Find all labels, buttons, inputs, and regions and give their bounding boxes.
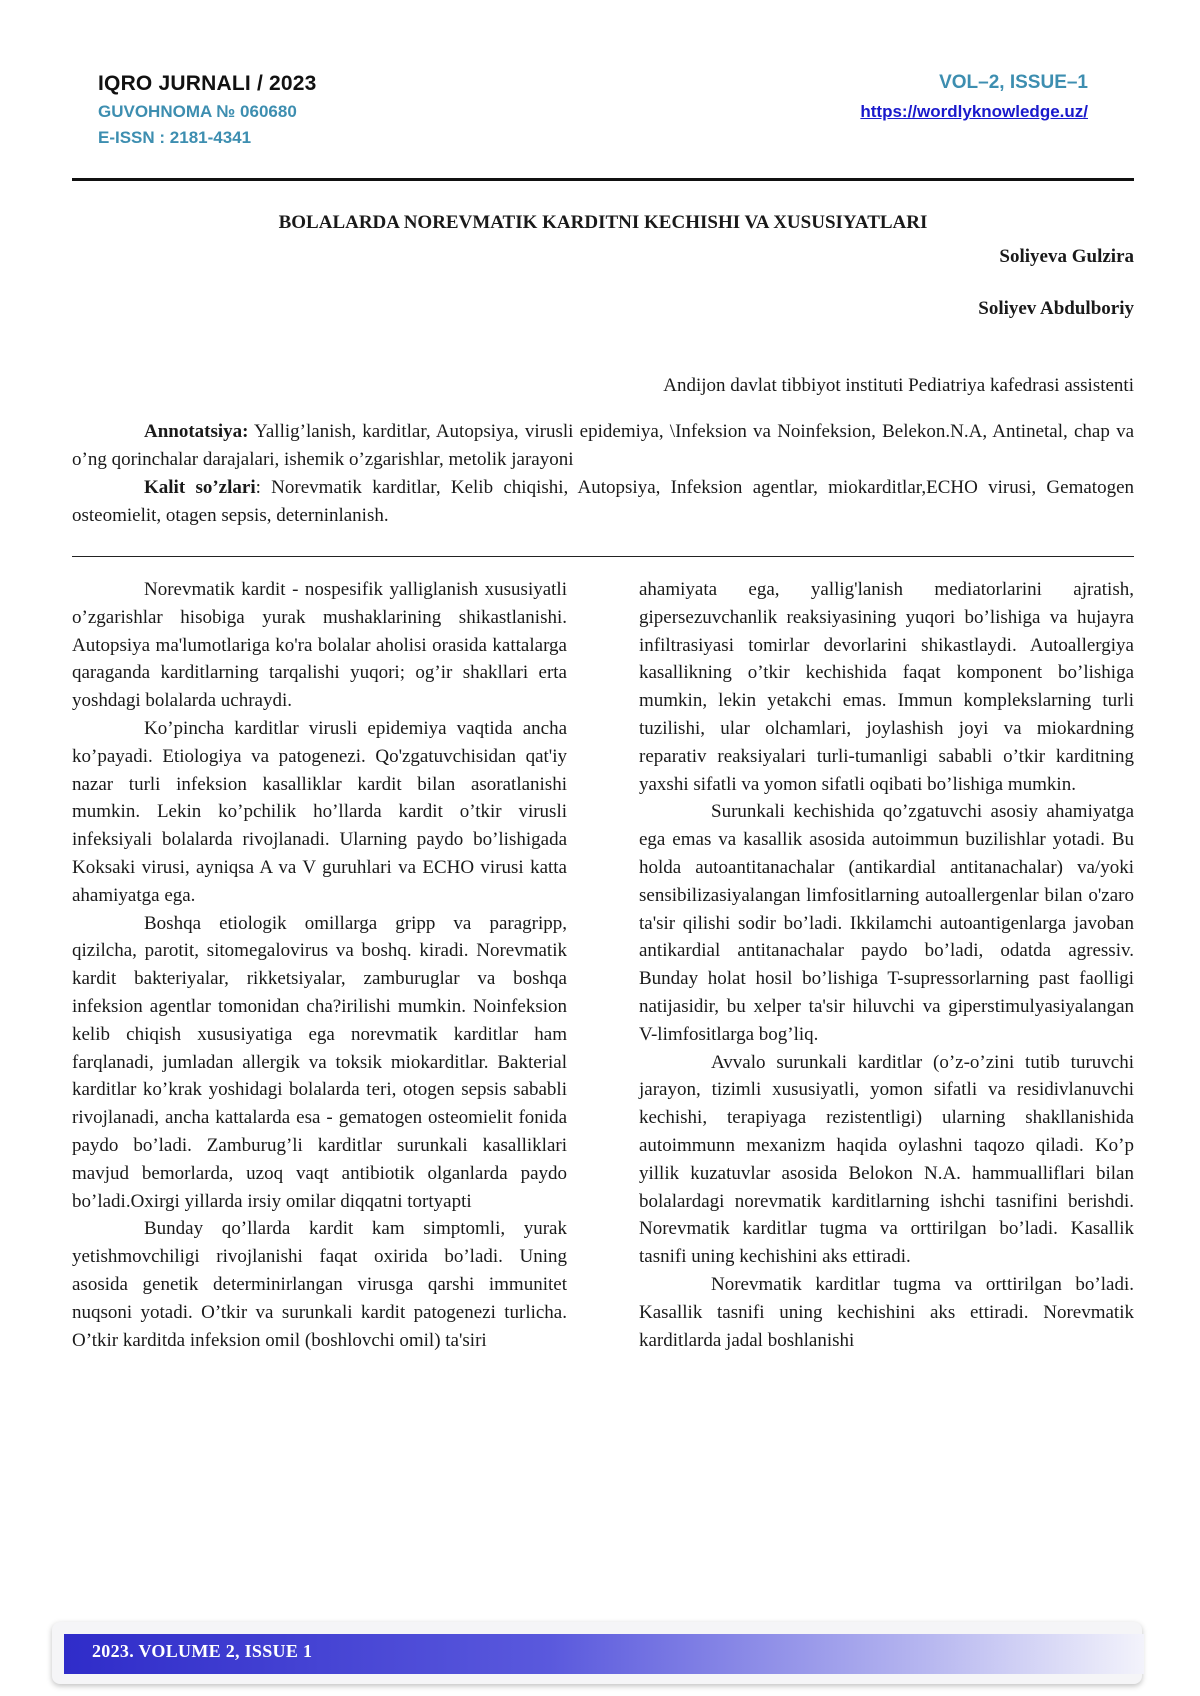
annotation-paragraph [72, 418, 1134, 474]
body-paragraph: Norevmatik karditlar tugma va orttirilgan bo’ladi. Kasallik tasnifi uning kechishini aks ettiradi. Norevmatik karditlarda jadal boshlanishi [639, 1273, 1134, 1351]
volume-issue: VOL–2, ISSUE–1 [939, 72, 1088, 93]
body-paragraph: Ko’pincha karditlar virusli epidemiya vaqtida ancha ko’payadi. Etiologiya va patogenezi. Qo'zgatuvchisidan qat'iy nazar turli infeksion kasalliklar kardit bilan asoratlanishi mumkin. Lekin ko’pchilik ho’llarda kardit o’tkir virusli infeksiyali bolalarda rivojlanadi. Ularning paydo bo’lishigada Koksaki virusi, ayniqsa A va V guruhlari va ECHO virusi katta ahamiyatga ega. [72, 717, 567, 906]
annotation-text: Yallig’lanish, karditlar, Autopsiya, virusli epidemiya, \Infeksion va Noinfeksion, Belekon.N.A, Antinetal, chap va o’ng qorinchalar darajalari, ishemik o’zgarishlar, metolik jarayoni [72, 421, 1134, 470]
article-title: BOLALARDA NOREVMATIK KARDITNI KECHISHI VA XUSUSIYATLARI [278, 212, 928, 233]
journal-name-text: IQRO JURNALI / [98, 72, 270, 95]
body-column-left [72, 576, 567, 1354]
body-paragraph-continued: ahamiyata ega, yallig'lanish mediatorlarini ajratish, gipersezuvchanlik reaksiyasining yuqori bo’lishiga va hujayra infiltrasiyasi tomirlar devorlarini shikastlaydi. Autoallergiya kasallikning o’tkir kechishida faqat komponent bo’lishiga mumkin, lekin yetakchi emas. Immun komplekslarning turli tuzilishi, ular olchamlari, joylashish joyi va miokardning reparativ reaksiyalari turli-tumanligi sababli o’tkir karditning yaxshi sifatli va yomon sifatli oqibati bo’lishiga mumkin. [639, 579, 1134, 795]
eissn-number: E-ISSN : 2181-4341 [98, 128, 252, 147]
journal-header-left [98, 72, 317, 148]
keywords-paragraph [72, 474, 1134, 530]
journal-url-link[interactable]: https://wordlyknowledge.uz/ [860, 102, 1088, 121]
abstract-divider [72, 556, 1134, 557]
annotation-label: Annotatsiya: [144, 421, 249, 442]
keywords-text: : Norevmatik karditlar, Kelib chiqishi, Autopsiya, Infeksion agentlar, miokarditlar,ECHO virusi, Gematogen osteomielit, otagen sepsis, deterninlanish. [72, 477, 1134, 526]
body-paragraph: Avvalo surunkali karditlar (o’z-o’zini tutib turuvchi jarayon, tizimli xususiyatli, yomon sifatli va residivlanuvchi kechishi, terapiyaga rezistentligi) ularning shakllanishida autoimmunn mexanizm haqida oylashni taqozo qiladi. Ko’p yillik kuzatuvlar asosida Belokon N.A. hammualliflari bilan bolalardagi norevmatik karditlarning ishchi tasnifini berishdi. Norevmatik karditlar tugma va orttirilgan bo’ladi. Kasallik tasnifi uning kechishini aks ettiradi. [639, 1051, 1134, 1268]
guvohnoma-number: GUVOHNOMA № 060680 [98, 102, 297, 121]
footer-volume-text: 2023. VOLUME 2, ISSUE 1 [92, 1641, 313, 1661]
body-paragraph: Boshqa etiologik omillarga gripp va paragripp, qizilcha, parotit, sitomegalovirus va boshq. kiradi. Norevmatik kardit bakteriyalar, rikketsiyalar, zamburuglar va boshqa infeksion agentlar tomonidan cha?irilishi mumkin. Noinfeksion kelib chiqish xususiyatiga ega norevmatik karditlar ham farqlanadi, jumladan allergik va toksik miokarditlar. Bakterial karditlar ko’krak yoshidagi bolalarda teri, otogen sepsis sababli rivojlanadi, ancha kattalarda esa - gematogen osteomielit fonida paydo bo’ladi. Zamburug’li karditlar surunkali kasalliklari mavjud bemorlarda, uzoq vaqt antibiotik olganlarda paydo bo’ladi.Oxirgi yillarda irsiy omilar diqqatni tortyapti [72, 912, 567, 1212]
keywords-label: Kalit so’zlari [144, 477, 256, 498]
author-affiliation: Andijon davlat tibbiyot instituti Pediatriya kafedrasi assistenti [663, 375, 1134, 396]
journal-header-right [860, 72, 1088, 122]
body-paragraph: Bunday qo’llarda kardit kam simptomli, yurak yetishmovchiligi rivojlanishi faqat oxirida bo’ladi. Uning asosida genetik determinirlangan virusga qarshi immunitet nuqsoni yotadi. O’tkir va surunkali kardit patogenezi turlicha. O’tkir karditda infeksion omil (boshlovchi omil) ta'siri [72, 1218, 567, 1351]
body-paragraph: Surunkali kechishida qo’zgatuvchi asosiy ahamiyatga ega emas va kasallik asosida autoimmun buzilishlar yotadi. Bu holda autoantitanachalar (antikardial antitanachalar) va/yoki sensibilizasiyalangan limfositlarning autoallergenlar bilan o'zaro ta'sir qilishi sodir bo’ladi. Ikkilamchi autoantigenlarga javoban antikardial antitanachalar paydo bo’ladi, odatda agressiv. Bunday holat hosil bo’lishiga T-supressorlarning past faolligi natijasidir, bu xelper ta'sir hiluvchi va giperstimulyasiyalangan V-limfositlarga bog’liq. [639, 801, 1134, 1045]
journal-name [98, 72, 317, 96]
abstract-block [72, 418, 1134, 530]
body-paragraph: Norevmatik kardit - nospesifik yalliglanish xususiyatli o’zgarishlar hisobiga yurak mushaklarining shikastlanishi. Autopsiya ma'lumotlariga ko'ra bolalar aholisi orasida kattalarga qaraganda karditlarning tarqalishi yuqori; og’ir shakllari erta yoshdagi bolalarda uchraydi. [72, 579, 567, 712]
header-divider [72, 178, 1134, 181]
body-column-right [639, 576, 1134, 1354]
author-2: Soliyev Abdulboriy [978, 298, 1134, 319]
author-1: Soliyeva Gulzira [999, 246, 1134, 267]
journal-year: 2023 [269, 72, 317, 95]
